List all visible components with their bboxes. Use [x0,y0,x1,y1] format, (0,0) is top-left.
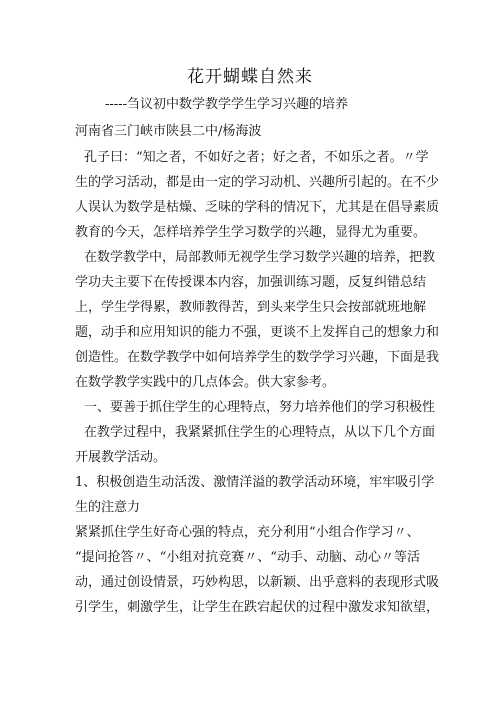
paragraph-line: 生的学习活动，都是由一定的学习动机、兴趣所引起的。在不少 [75,175,440,190]
paragraph-line: “提问抢答〃、“小组对抗竞赛〃、“动手、动脑、动心〃等活 [75,550,420,565]
paragraph-line: 教育的今天，怎样培养学生学习数学的兴趣，显得尤为重要。 [75,225,427,240]
paragraph-line: 紧紧抓住学生好奇心强的特点，充分利用“小组合作学习〃、 [75,525,420,540]
paragraph-line: 上，学生学得累，教师教得苦，到头来学生只会按部就班地解 [75,300,427,315]
subtitle-line: -----刍议初中数学教学学生学习兴趣的培养 [105,97,348,112]
paragraph-line: 学功夫主要下在传授课本内容，加强训练习题，反复纠错总结 [75,275,427,290]
paragraph-line: 题，动手和应用知识的能力不强，更谈不上发挥自己的想象力和 [75,325,440,340]
section-heading-line: 一、要善于抓住学生的心理特点，努力培养他们的学习积极性 [84,400,436,415]
paragraph-line: 开展教学活动。 [75,450,167,465]
page-title: 花开蝴蝶自然来 [187,67,313,87]
paragraph-line: 在数学教学实践中的几点体会。供大家参考。 [75,375,336,390]
paragraph-line: 在数学教学中，局部教师无视学生学习数学兴趣的培养，把教 [84,250,436,265]
paragraph-line: 引学生，刺激学生，让学生在跌宕起伏的过程中激发求知欲望， [75,600,440,615]
author-line: 河南省三门峡市陕县二中/杨海波 [75,124,262,139]
subsection-heading-line: 生的注意力 [75,500,141,515]
paragraph-line: 人误认为数学是枯燥、乏味的学科的情况下，尤其是在倡导素质 [75,200,440,215]
paragraph-line: 动，通过创设情景，巧妙构思，以新颖、出乎意料的表现形式吸 [75,575,440,590]
paragraph-line: 在教学过程中，我紧紧抓住学生的心理特点，从以下几个方面 [84,425,436,440]
subsection-heading-line: 1、积极创造生动活泼、激情洋溢的教学活动环境，牢牢吸引学 [75,475,435,490]
paragraph-line: 创造性。在数学教学中如何培养学生的数学学习兴趣，下面是我 [75,350,440,365]
paragraph-line: 孔子曰：“知之者，不如好之者；好之者，不如乐之者。〃学 [84,150,429,165]
